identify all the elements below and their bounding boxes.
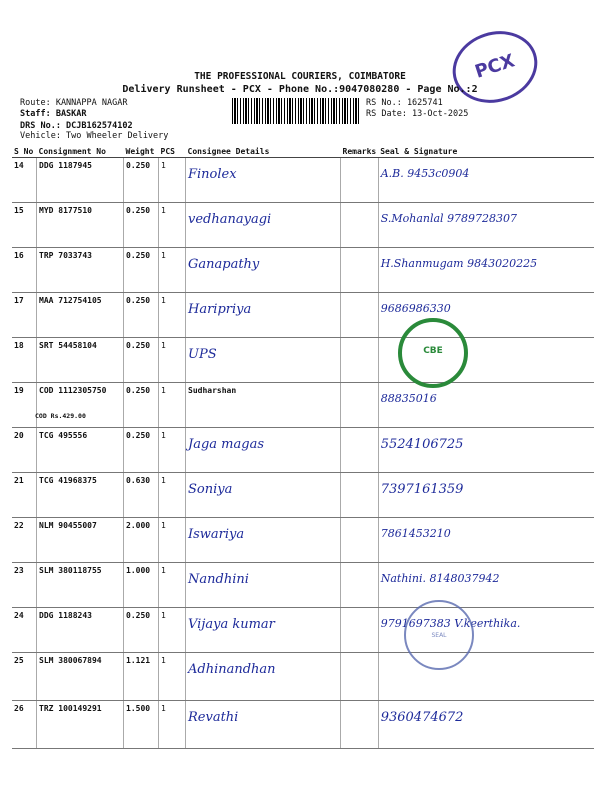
consignee-handwriting: Ganapathy	[188, 257, 260, 272]
col-sno: S No	[12, 145, 37, 158]
row-consignment: SRT 54458104	[37, 338, 124, 383]
row-consignee	[186, 203, 341, 248]
row-pcs: 1	[159, 248, 186, 293]
row-remarks	[341, 563, 379, 608]
row-consignment: SLM 380118755	[37, 563, 124, 608]
row-weight: 0.250	[124, 338, 159, 383]
consignee-handwriting: Nandhini	[188, 572, 249, 587]
table-row	[12, 248, 594, 293]
row-remarks	[341, 338, 379, 383]
row-remarks	[341, 428, 379, 473]
barcode	[232, 98, 360, 124]
row-pcs: 1	[159, 473, 186, 518]
pcx-stamp: PCX	[443, 20, 546, 113]
row-remarks	[341, 701, 379, 749]
row-pcs: 1	[159, 701, 186, 749]
col-pcs: PCS	[159, 145, 186, 158]
row-consignment: TRP 7033743	[37, 248, 124, 293]
row-consignment: TCG 495556	[37, 428, 124, 473]
signature-handwriting: A.B. 9453c0904	[380, 167, 470, 180]
row-consignee	[186, 653, 341, 701]
row-pcs: 1	[159, 428, 186, 473]
consignee-handwriting: Haripriya	[188, 302, 252, 317]
row-sno: 21	[12, 473, 37, 518]
signature-handwriting: 7861453210	[380, 527, 451, 540]
row-weight: 1.121	[124, 653, 159, 701]
vehicle-label: Vehicle: Two Wheeler Delivery	[20, 131, 169, 141]
row-signature	[378, 473, 594, 518]
row-signature	[378, 518, 594, 563]
col-consignment: Consignment No	[37, 145, 124, 158]
row-signature	[378, 701, 594, 749]
col-signature: Seal & Signature	[378, 145, 594, 158]
row-consignee	[186, 563, 341, 608]
table-row	[12, 428, 594, 473]
row-signature	[378, 248, 594, 293]
row-remarks	[341, 293, 379, 338]
row-consignment: TCG 41968375	[37, 473, 124, 518]
row-pcs: 1	[159, 518, 186, 563]
row-consignee	[186, 158, 341, 203]
table-row	[12, 473, 594, 518]
row-signature	[378, 158, 594, 203]
row-pcs: 1	[159, 608, 186, 653]
green-seal-stamp	[398, 318, 468, 388]
row-consignee	[186, 701, 341, 749]
row-remarks	[341, 473, 379, 518]
row-consignment: MYD 8177510	[37, 203, 124, 248]
table-row	[12, 158, 594, 203]
row-sno: 26	[12, 701, 37, 749]
row-consignment: SLM 380067894	[37, 653, 124, 701]
row-sno: 22	[12, 518, 37, 563]
row-consignment: TRZ 100149291	[37, 701, 124, 749]
consignee-handwriting: Finolex	[188, 167, 237, 182]
company-title: THE PROFESSIONAL COURIERS, COIMBATORE	[194, 71, 406, 82]
row-remarks	[341, 248, 379, 293]
green-seal-text: CBE	[423, 346, 443, 356]
rs-date: RS Date: 13-Oct-2025	[366, 109, 469, 119]
row-signature	[378, 203, 594, 248]
route-label: Route: KANNAPPA NAGAR	[20, 98, 128, 108]
row-consignee	[186, 383, 341, 428]
table-row	[12, 563, 594, 608]
signature-handwriting: 9791697383 V.keerthika.	[380, 617, 521, 630]
row-consignee	[186, 518, 341, 563]
rs-number: RS No.: 1625741	[366, 98, 443, 108]
table-row	[12, 608, 594, 653]
row-consignment: MAA 712754105	[37, 293, 124, 338]
row-pcs: 1	[159, 203, 186, 248]
table-header-row	[12, 145, 594, 158]
row-weight: 0.250	[124, 158, 159, 203]
row-consignment: DDG 1188243	[37, 608, 124, 653]
round-seal-text: SEAL	[431, 632, 447, 639]
row-remarks	[341, 653, 379, 701]
row-sno: 18	[12, 338, 37, 383]
signature-handwriting: 5524106725	[380, 437, 464, 452]
signature-handwriting: 9360474672	[380, 710, 464, 725]
col-remarks: Remarks	[342, 146, 377, 156]
row-signature	[378, 383, 594, 428]
consignee-handwriting: Jaga magas	[188, 437, 264, 452]
row-consignee	[186, 248, 341, 293]
row-weight: 0.250	[124, 608, 159, 653]
row-remarks	[341, 383, 379, 428]
row-sno: 16	[12, 248, 37, 293]
row-weight: 0.250	[124, 248, 159, 293]
signature-handwriting: 7397161359	[380, 482, 464, 497]
row-sno: 15	[12, 203, 37, 248]
consignee-printed: Sudharshan	[188, 386, 237, 395]
consignment-number: COD 1112305750	[39, 386, 107, 395]
row-sno: 17	[12, 293, 37, 338]
row-consignee	[186, 608, 341, 653]
row-weight: 0.250	[124, 293, 159, 338]
row-sno: 19	[12, 383, 37, 428]
row-sno: 20	[12, 428, 37, 473]
table-row	[12, 293, 594, 338]
runsheet-table	[12, 145, 594, 749]
staff-label: Staff: BASKAR	[20, 109, 87, 119]
row-signature	[378, 428, 594, 473]
col-consignee: Consignee Details	[186, 145, 341, 158]
row-weight: 1.000	[124, 563, 159, 608]
table-row	[12, 383, 594, 428]
row-consignee	[186, 338, 341, 383]
consignee-handwriting: UPS	[188, 347, 217, 362]
drs-number: DRS No.: DCJB162574102	[20, 121, 133, 131]
row-pcs: 1	[159, 338, 186, 383]
round-seal-stamp	[404, 600, 474, 670]
signature-handwriting: 88835016	[380, 392, 437, 405]
row-consignment: NLM 90455007	[37, 518, 124, 563]
row-sno: 23	[12, 563, 37, 608]
signature-handwriting: Nathini. 8148037942	[380, 572, 500, 585]
consignee-handwriting: Vijaya kumar	[188, 617, 275, 632]
row-weight: 1.500	[124, 701, 159, 749]
row-weight: 0.250	[124, 383, 159, 428]
row-weight: 0.250	[124, 428, 159, 473]
table-row	[12, 518, 594, 563]
row-remarks	[341, 158, 379, 203]
row-signature	[378, 653, 594, 701]
row-weight: 2.000	[124, 518, 159, 563]
consignee-handwriting: Revathi	[188, 710, 239, 725]
row-pcs: 1	[159, 158, 186, 203]
row-sno: 14	[12, 158, 37, 203]
row-signature	[378, 563, 594, 608]
row-remarks	[341, 203, 379, 248]
signature-handwriting: S.Mohanlal 9789728307	[380, 212, 518, 225]
table-row	[12, 653, 594, 701]
row-consignment: DDG 1187945	[37, 158, 124, 203]
row-pcs: 1	[159, 653, 186, 701]
table-row	[12, 203, 594, 248]
row-consignee	[186, 293, 341, 338]
row-consignee	[186, 473, 341, 518]
row-weight: 0.250	[124, 203, 159, 248]
row-sno: 25	[12, 653, 37, 701]
table-row	[12, 338, 594, 383]
signature-handwriting: H.Shanmugam 9843020225	[380, 257, 538, 270]
row-consignee	[186, 428, 341, 473]
row-pcs: 1	[159, 563, 186, 608]
col-weight: Weight	[124, 145, 159, 158]
row-pcs: 1	[159, 383, 186, 428]
row-remarks	[341, 608, 379, 653]
consignee-handwriting: Iswariya	[188, 527, 245, 542]
consignee-handwriting: vedhanayagi	[188, 212, 272, 227]
row-remarks	[341, 518, 379, 563]
row-sno: 24	[12, 608, 37, 653]
signature-handwriting: 9686986330	[380, 302, 451, 315]
runsheet-subtitle: Delivery Runsheet - PCX - Phone No.:9047080280 - Page No.:2	[122, 84, 478, 95]
cod-amount: COD Rs.429.00	[35, 412, 86, 420]
consignee-handwriting: Adhinandhan	[188, 662, 276, 677]
consignee-handwriting: Soniya	[188, 482, 233, 497]
row-pcs: 1	[159, 293, 186, 338]
row-consignment	[37, 383, 124, 428]
row-weight: 0.630	[124, 473, 159, 518]
table-row	[12, 701, 594, 749]
